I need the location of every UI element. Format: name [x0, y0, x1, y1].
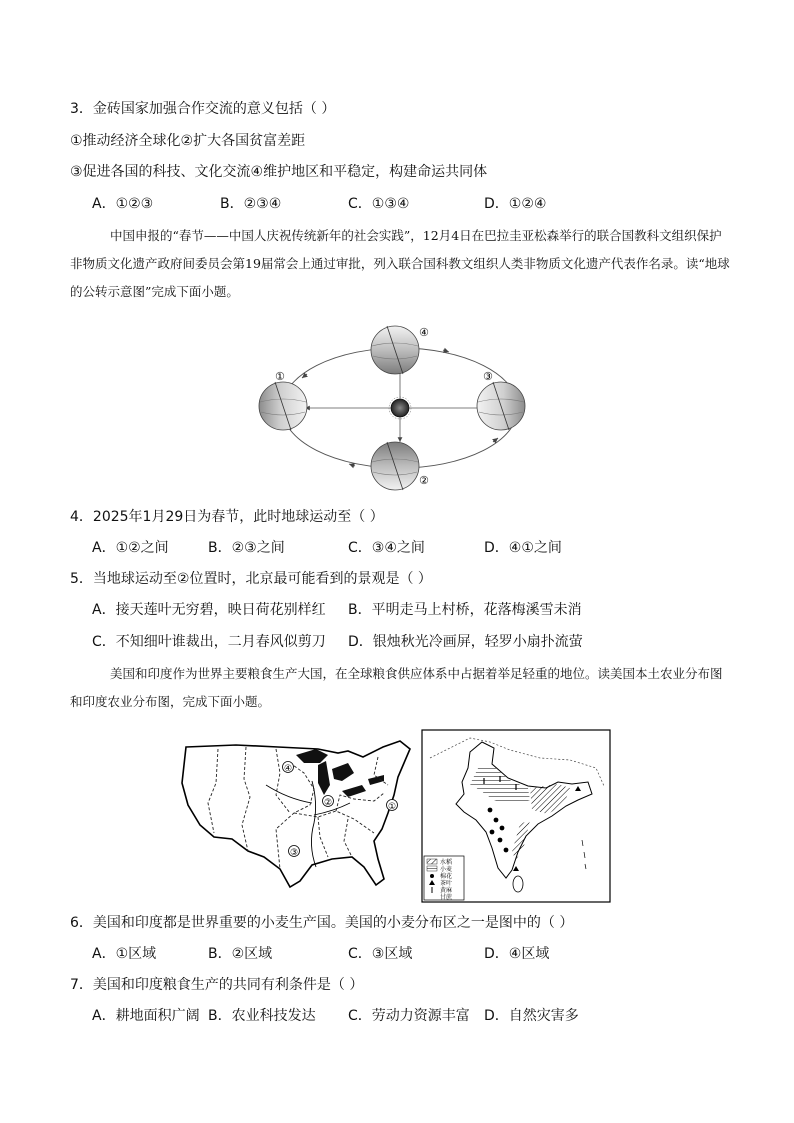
- earth-position-4-icon: [371, 326, 419, 374]
- q3-option-a[interactable]: A．①②③: [92, 196, 154, 212]
- q7-option-b[interactable]: B．农业科技发达: [208, 1008, 316, 1024]
- q6-option-a[interactable]: A．①区域: [92, 946, 157, 962]
- orbit-label-2: ②: [419, 474, 429, 487]
- passage-spring-festival-text: 中国申报的“春节——中国人庆祝传统新年的社会实践”，12月4日在巴拉圭亚松森举行的联合国教科文组织保护非物质文化遗产政府间委员会第19届常会上通过审批，列入联合国科教文组织人类非物质文化遗产代表作名录。读“地球的公转示意图”完成下面小题。: [70, 228, 730, 299]
- passage-spring-festival: [70, 222, 730, 306]
- legend-label-rice: 水稻: [440, 859, 453, 866]
- earth-orbit-figure: [255, 322, 545, 494]
- q4-option-a[interactable]: A．①②之间: [92, 540, 169, 556]
- q3-option-b[interactable]: B．②③④: [220, 196, 282, 212]
- sri-lanka-outline: [513, 876, 523, 892]
- q6-option-b[interactable]: B．②区域: [208, 946, 273, 962]
- orbit-arrow-icon: [349, 464, 355, 466]
- orbit-label-4: ④: [419, 326, 429, 339]
- q3-option-c[interactable]: C．①③④: [348, 196, 410, 212]
- legend-label-tea: 茶叶: [440, 880, 453, 887]
- q7-option-d[interactable]: D．自然灾害多: [484, 1008, 579, 1024]
- usa-region-4-marker: [283, 762, 294, 775]
- svg-text:②: ②: [323, 798, 333, 808]
- earth-position-2-icon: [371, 442, 419, 490]
- q3-option-d[interactable]: D．①②④: [484, 196, 547, 212]
- q5-stem: 5．当地球运动至②位置时，北京最可能看到的景观是（ ）: [70, 571, 432, 587]
- passage-agriculture: [70, 660, 730, 716]
- q5-option-b[interactable]: B．平明走马上村桥，花落梅溪雪未消: [348, 602, 582, 618]
- q6-option-c[interactable]: C．③区域: [348, 946, 413, 962]
- q7-option-c[interactable]: C．劳动力资源丰富: [348, 1008, 470, 1024]
- usa-region-1-marker: [387, 800, 398, 813]
- q3-item-2: ③促进各国的科技、文化交流④维护地区和平稳定，构建命运共同体: [70, 164, 488, 180]
- orbit-label-1: ①: [275, 370, 285, 383]
- q5-option-d[interactable]: D．银烛秋光冷画屏，轻罗小扇扑流萤: [348, 634, 583, 650]
- legend-label-sugarcane: 甘蔗: [440, 894, 453, 901]
- sun-icon: [391, 399, 409, 417]
- usa-outline: [182, 741, 410, 887]
- svg-text:④: ④: [283, 764, 293, 774]
- orbit-label-3: ③: [483, 370, 493, 383]
- q3-stem: 3．金砖国家加强合作交流的意义包括（ ）: [70, 101, 336, 117]
- usa-region-2-marker: [323, 796, 334, 809]
- passage-agriculture-text: 美国和印度作为世界主要粮食生产大国，在全球粮食供应体系中占据着举足轻重的地位。读美国本土农业分布图和印度农业分布图，完成下面小题。: [70, 666, 723, 709]
- q6-stem: 6．美国和印度都是世界重要的小麦生产国。美国的小麦分布区之一是图中的（ ）: [70, 915, 574, 931]
- usa-agriculture-map: [178, 733, 418, 893]
- earth-position-3-icon: [477, 382, 525, 430]
- svg-text:③: ③: [289, 848, 299, 858]
- q4-stem: 4．2025年1月29日为春节，此时地球运动至（ ）: [70, 509, 384, 525]
- legend-label-jute: 黄麻: [440, 887, 453, 894]
- india-map-legend: [424, 856, 464, 901]
- q3-item-1: ①推动经济全球化②扩大各国贫富差距: [70, 133, 306, 149]
- q7-option-a[interactable]: A．耕地面积广阔: [92, 1008, 200, 1024]
- q5-option-c[interactable]: C．不知细叶谁裁出，二月春风似剪刀: [92, 634, 326, 650]
- india-agriculture-map: [420, 728, 612, 904]
- q6-option-d[interactable]: D．④区域: [484, 946, 550, 962]
- q7-stem: 7．美国和印度粮食生产的共同有利条件是（ ）: [70, 977, 364, 993]
- q4-option-b[interactable]: B．②③之间: [208, 540, 285, 556]
- usa-region-3-marker: [289, 846, 300, 859]
- orbit-arrow-icon: [493, 438, 498, 442]
- q5-option-a[interactable]: A．接天莲叶无穷碧，映日荷花别样红: [92, 602, 326, 618]
- legend-label-cotton: 棉花: [440, 873, 453, 880]
- q4-option-d[interactable]: D．④①之间: [484, 540, 562, 556]
- q4-option-c[interactable]: C．③④之间: [348, 540, 425, 556]
- svg-text:①: ①: [387, 802, 397, 812]
- orbit-arrow-icon: [302, 374, 307, 378]
- legend-label-wheat: 小麦: [440, 866, 453, 873]
- earth-position-1-icon: [259, 382, 307, 430]
